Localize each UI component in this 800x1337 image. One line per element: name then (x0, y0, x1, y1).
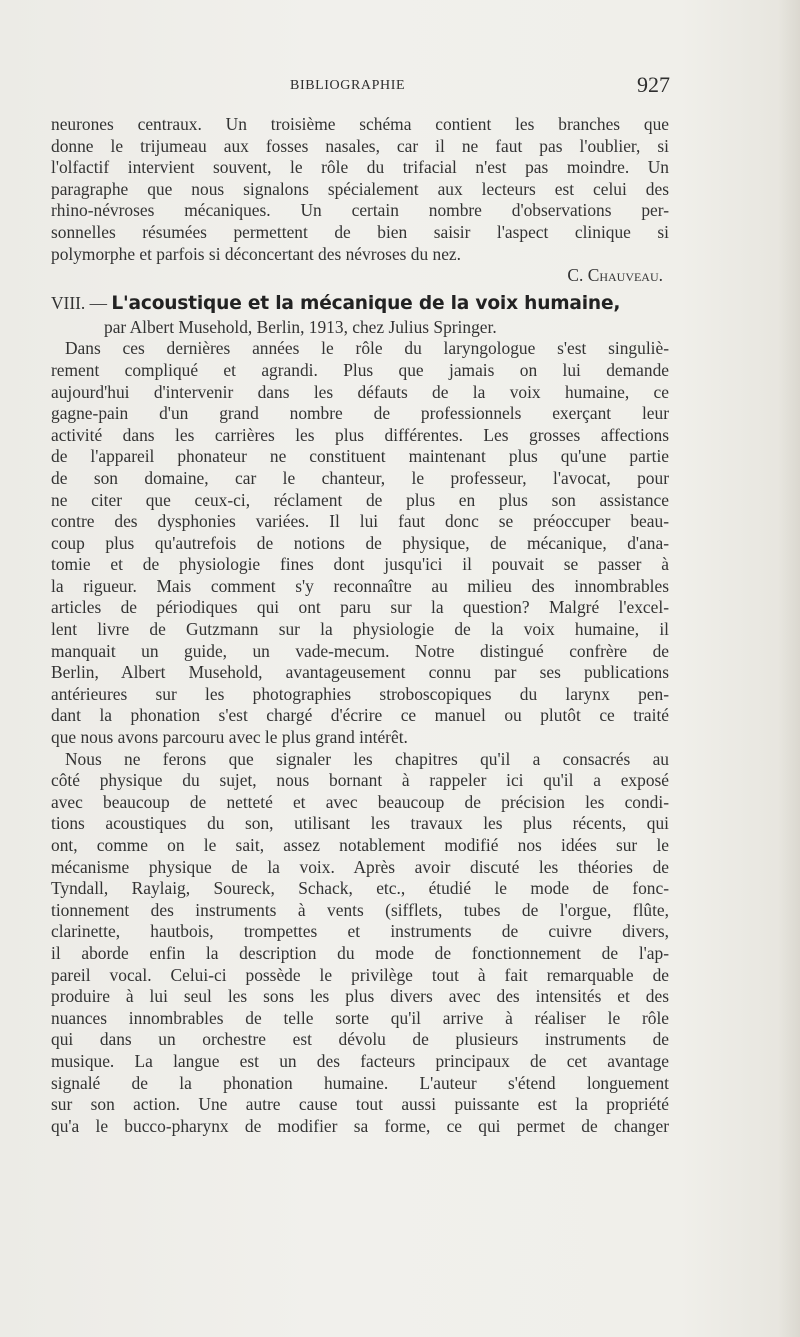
text-line: qu'a le bucco-pharynx de modifier sa forme, ce qui permet de changer (51, 1115, 669, 1136)
text-line: Berlin, Albert Musehold, avantageusement connu par ses publications (51, 662, 669, 683)
page-body (51, 114, 669, 1137)
text-line: côté physique du sujet, nous bornant à rappeler ici qu'il a exposé (51, 770, 669, 791)
text-line: gagne-pain d'un grand nombre de professionnels exerçant leur (51, 403, 669, 424)
text-line: Tyndall, Raylaig, Soureck, Schack, etc., étudié le mode de fonc- (51, 878, 669, 899)
section-byline: par Albert Musehold, Berlin, 1913, chez Julius Springer. (104, 316, 497, 337)
text-line: signalé de la phonation humaine. L'auteur s'étend longuement (51, 1072, 669, 1093)
text-line: avec beaucoup de netteté et avec beaucoup de précision les condi- (51, 791, 669, 812)
previous-review-ending (51, 114, 669, 287)
section-number: VIII. — (51, 292, 108, 313)
text-line: de l'appareil phonateur ne constituent maintenant plus qu'une partie (51, 446, 669, 467)
page-header (50, 72, 670, 102)
text-line: Nous ne ferons que signaler les chapitres qu'il a consacrés au (65, 748, 669, 769)
page-number: 927 (637, 72, 670, 97)
text-line: Dans ces dernières années le rôle du laryngologue s'est singuliè- (65, 338, 669, 359)
reviewer-signature: C. Chauveau. (567, 265, 663, 286)
text-line: activité dans les carrières les plus différentes. Les grosses affections (51, 424, 669, 445)
text-line: ont, comme on le sait, assez notablement modifié nos idées sur le (51, 835, 669, 855)
running-title: BIBLIOGRAPHIE (290, 78, 406, 93)
text-line: musique. La langue est un des facteurs principaux de cet avantage (51, 1050, 669, 1071)
text-line: articles de périodiques qui ont paru sur la question? Malgré l'excel- (51, 597, 669, 618)
text-line: contre des dysphonies variées. Il lui faut donc se préoccuper beau- (51, 511, 669, 532)
text-line: nuances innombrables de telle sorte qu'il arrive à réaliser le rôle (51, 1007, 669, 1028)
text-line: aujourd'hui d'intervenir dans les défauts de la voix humaine, ce (51, 381, 669, 402)
text-line: tomie et de physiologie fines dont jusqu'ici il pouvait se passer à (51, 554, 669, 575)
text-line: polymorphe et parfois si déconcertant des névroses du nez. (51, 243, 461, 264)
text-line: de son domaine, car le chanteur, le professeur, l'avocat, pour (51, 467, 669, 488)
section-title: L'acoustique et la mécanique de la voix humaine, (111, 292, 621, 314)
text-line: clarinette, hautbois, trompettes et instruments de cuivre divers, (51, 921, 669, 942)
text-line: dant la phonation s'est chargé d'écrire ce manuel ou plutôt ce traité (51, 705, 669, 726)
page-edge-shadow (778, 0, 800, 1337)
text-line: manquait un guide, un vade-mecum. Notre distingué confrère de (51, 640, 669, 661)
review-section-heading (51, 293, 669, 339)
text-line: tions acoustiques du son, utilisant les travaux les plus récents, qui (51, 813, 669, 834)
text-line: sonnelles résumées permettent de bien saisir l'aspect clinique si (51, 221, 669, 242)
text-line: ne citer que ceux-ci, réclament de plus en plus son assistance (51, 489, 669, 510)
text-line: mécanisme physique de la voix. Après avoir discuté les théories de (51, 856, 669, 877)
text-line: paragraphe que nous signalons spécialement aux lecteurs est celui des (51, 178, 669, 199)
text-line: lent livre de Gutzmann sur la physiologie de la voix humaine, il (51, 619, 669, 640)
review-paragraph-1 (51, 338, 669, 748)
text-line: produire à lui seul les sons les plus divers avec des intensités et des (51, 986, 669, 1007)
text-line: rhino-névroses mécaniques. Un certain nombre d'observations per- (51, 200, 669, 221)
text-line: tionnement des instruments à vents (sifflets, tubes de l'orgue, flûte, (51, 899, 669, 920)
text-line: qui dans un orchestre est dévolu de plusieurs instruments de (51, 1029, 669, 1050)
text-line: coup plus qu'autrefois de notions de physique, de mécanique, d'ana- (51, 532, 669, 553)
text-line: la rigueur. Mais comment s'y reconnaître au milieu des innombrables (51, 575, 669, 596)
text-line: il aborde enfin la description du mode de fonctionnement de l'ap- (51, 942, 669, 963)
text-line: antérieures sur les photographies stroboscopiques du larynx pen- (51, 683, 669, 704)
review-paragraph-2 (51, 749, 669, 1138)
text-line: neurones centraux. Un troisième schéma contient les branches que (51, 114, 669, 134)
text-line: donne le trijumeau aux fosses nasales, car il ne faut pas l'oublier, si (51, 135, 669, 156)
text-line: sur son action. Une autre cause tout aussi puissante est la propriété (51, 1094, 669, 1115)
text-line: pareil vocal. Celui-ci possède le privilège tout à fait remarquable de (51, 964, 669, 985)
text-line: que nous avons parcouru avec le plus grand intérêt. (51, 727, 408, 748)
text-line: l'olfactif intervient souvent, le rôle du trifacial n'est pas moindre. Un (51, 157, 669, 178)
section-title-line (51, 293, 669, 317)
text-line: rement compliqué et agrandi. Plus que jamais on lui demande (51, 359, 669, 380)
